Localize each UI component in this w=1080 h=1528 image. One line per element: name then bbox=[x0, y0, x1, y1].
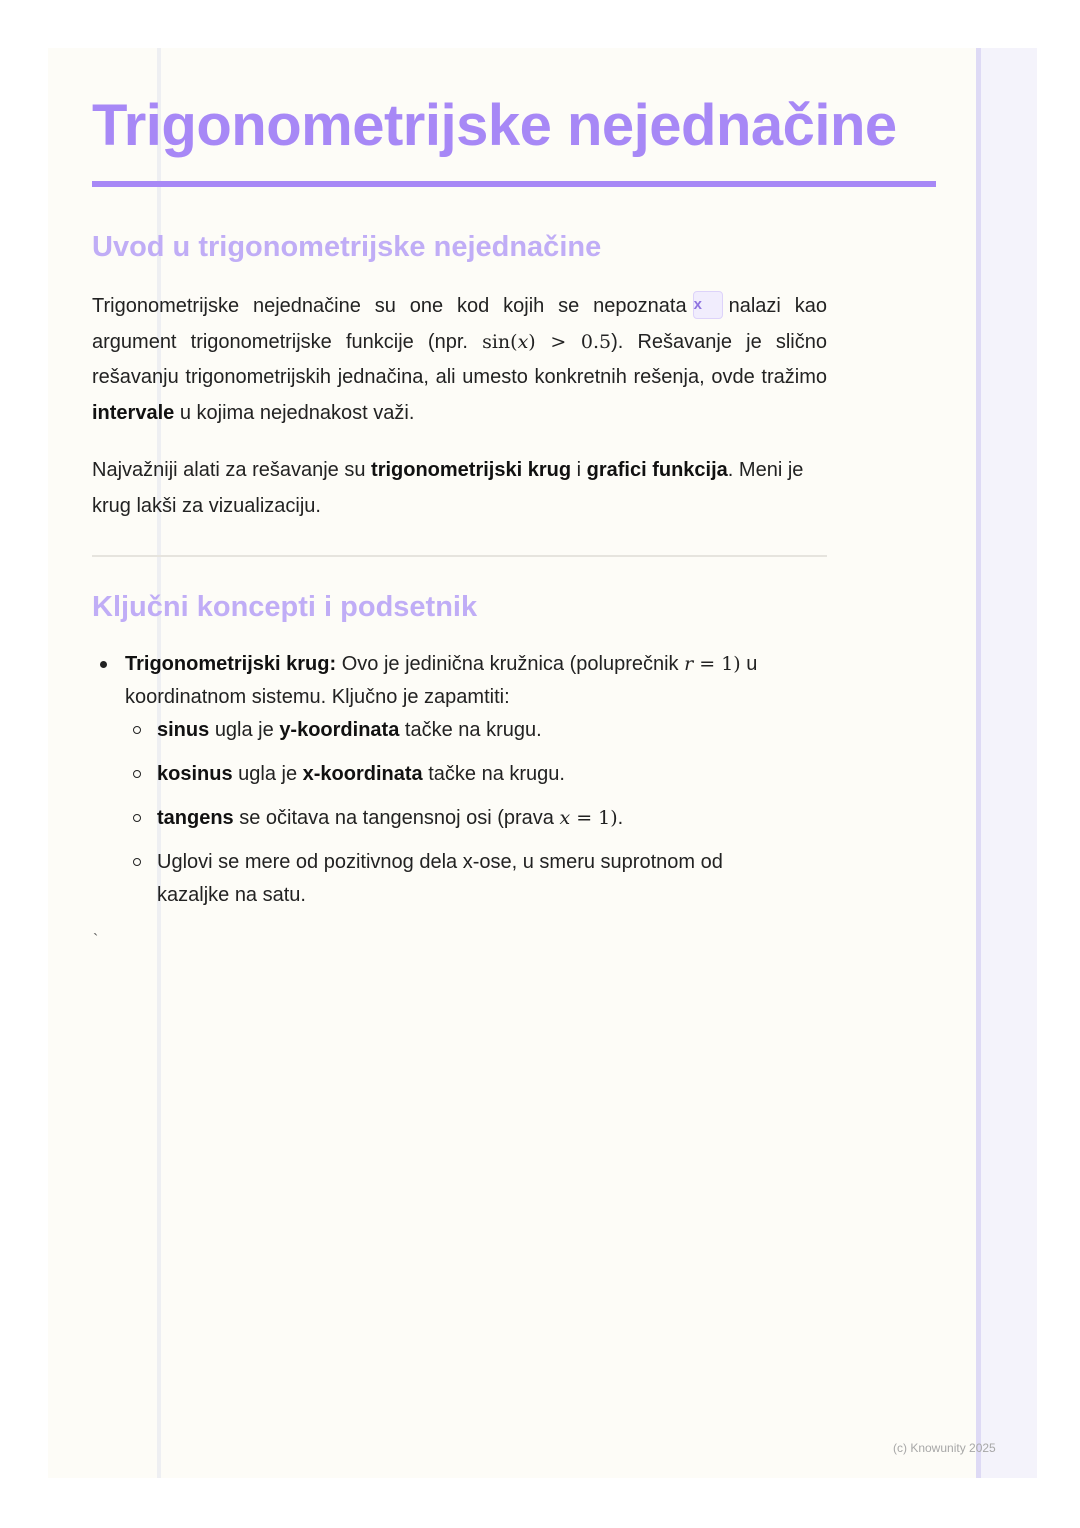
bullet-circle-icon bbox=[133, 770, 141, 778]
page-title: Trigonometrijske nejednačine bbox=[92, 93, 897, 158]
right-margin-panel bbox=[976, 48, 1037, 1478]
section-heading-intro: Uvod u trigonometrijske nejednačine bbox=[92, 231, 602, 263]
sub-list-item: sinus ugla je y-koordinata tačke na krugu. bbox=[100, 714, 800, 747]
sub-list-item: Uglovi se mere od pozitivnog dela x-ose, u smeru suprotnom od kazaljke na satu. bbox=[100, 846, 800, 912]
sub-list-item: kosinus ugla je x-koordinata tačke na krugu. bbox=[100, 758, 800, 791]
bold-term: intervale bbox=[92, 401, 175, 424]
bullet-circle-icon bbox=[133, 726, 141, 734]
list-item: Trigonometrijski krug: Ovo je jedinična kružnica (poluprečnik r = 1) u koordinatnom sistemu. Ključno je zapamtiti: bbox=[100, 648, 800, 714]
bullet-dot-icon bbox=[100, 661, 107, 668]
variable-chip: x bbox=[693, 291, 723, 319]
inline-math: x = 1) bbox=[559, 807, 618, 829]
title-underline bbox=[92, 181, 936, 187]
intro-paragraph: Trigonometrijske nejednačine su one kod kojih se nepoznata x nalazi kao argument trigonometrijske funkcije (npr. sin(x) > 0.5). Rešavanje je slično rešavanju trigonometrijskih jednačina, ali umesto konkretnih rešenja, ovde tražimo intervale u kojima nejednakost važi. bbox=[92, 289, 827, 431]
concept-list bbox=[100, 648, 800, 912]
inline-math: r = 1) bbox=[684, 653, 741, 675]
bold-term: grafici funkcija bbox=[586, 459, 728, 481]
copyright-footer: (c) Knowunity 2025 bbox=[893, 1441, 996, 1455]
bold-term: trigonometrijski krug bbox=[371, 459, 572, 481]
sub-list-item: tangens se očitava na tangensnoj osi (prava x = 1). bbox=[100, 802, 800, 835]
inline-math: sin(x) > 0.5 bbox=[482, 330, 612, 353]
bullet-circle-icon bbox=[133, 814, 141, 822]
stray-backtick: ` bbox=[93, 932, 99, 949]
bullet-circle-icon bbox=[133, 858, 141, 866]
section-divider bbox=[92, 555, 827, 557]
tools-paragraph: Najvažniji alati za rešavanje su trigonometrijski krug i grafici funkcija. Meni je krug lakši za vizualizaciju. bbox=[92, 459, 804, 517]
section-heading-concepts: Ključni koncepti i podsetnik bbox=[92, 591, 478, 623]
